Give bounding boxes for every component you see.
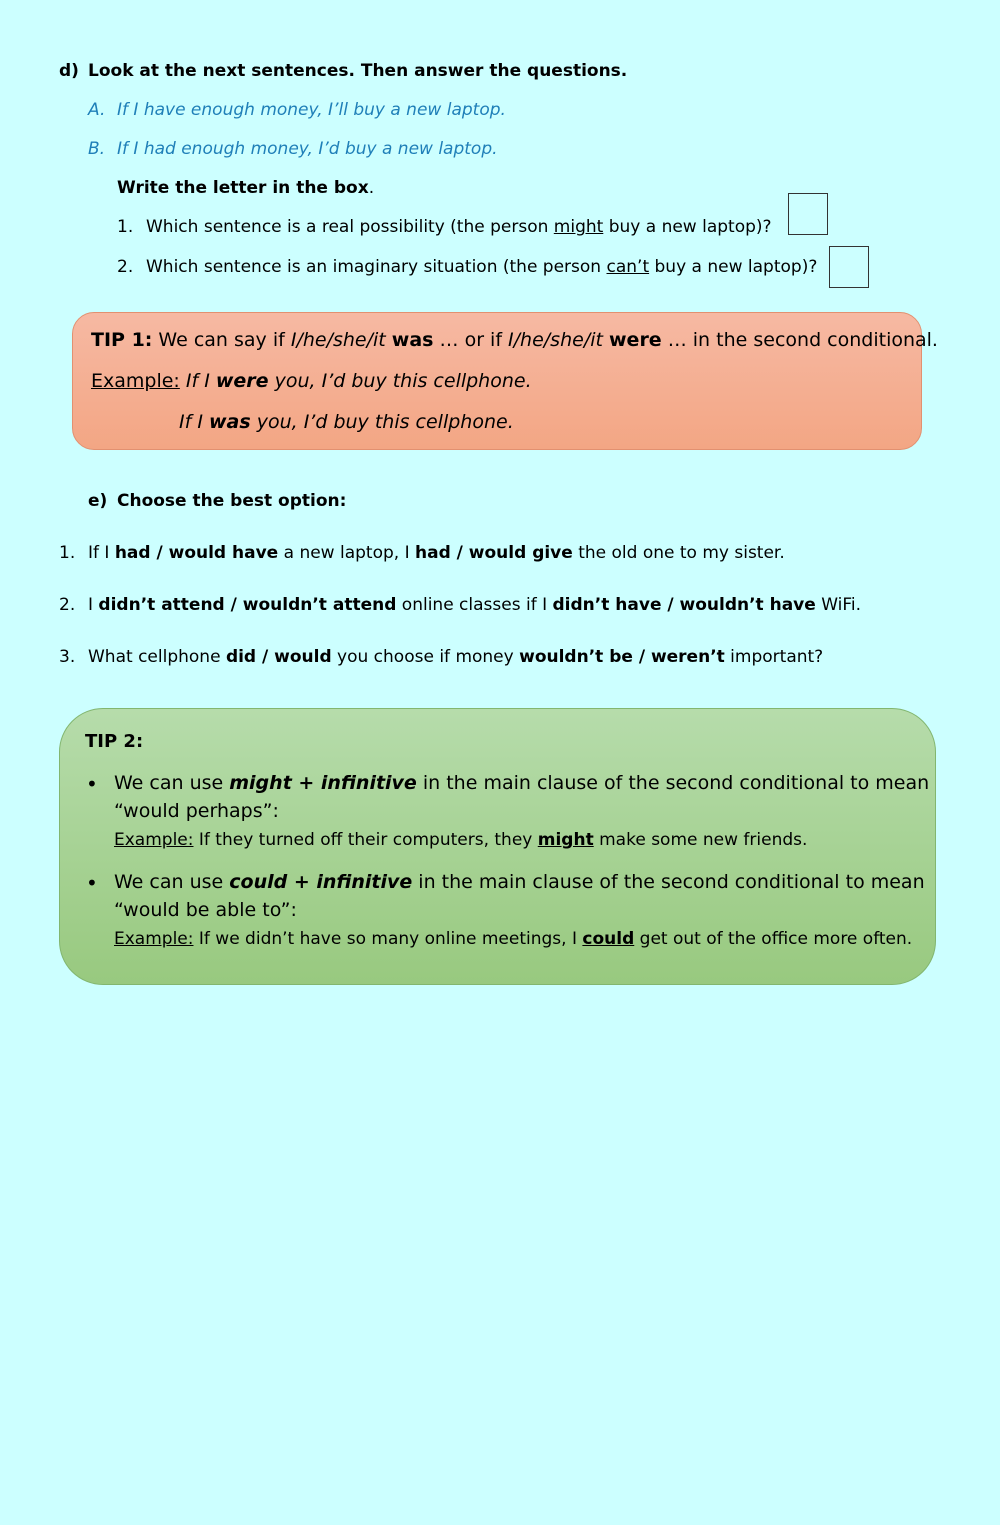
section-e-marker: e) — [88, 491, 108, 511]
tip-2-label: TIP 2: — [85, 731, 144, 752]
section-d-heading: Look at the next sentences. Then answer the questions. — [88, 61, 628, 81]
tip-2-point-2-line-1 — [114, 871, 925, 893]
question-2-before: Which sentence is an imaginary situation (the person — [146, 257, 607, 277]
tip-1-rule — [91, 329, 938, 351]
tip-2-point-2-a: We can use — [114, 871, 230, 893]
tip-2-point-2-c: in the main clause of the second conditional to mean — [412, 871, 925, 893]
exercise-3 — [88, 647, 823, 667]
tip-2-point-2-e3: get out of the office more often. — [634, 929, 913, 949]
exercise-2 — [88, 595, 861, 615]
exercise-2-p1: I — [88, 595, 99, 615]
tip-2-point-2-e2: could — [582, 929, 635, 949]
tip-2-example-label-1: Example: — [114, 830, 194, 850]
tip-2-point-1-c: in the main clause of the second conditional to mean — [416, 772, 930, 794]
tip-2-point-1-line-2: “would perhaps”: — [114, 800, 279, 822]
exercise-2-number: 2. — [59, 595, 76, 615]
exercise-2-p2: online classes if I — [396, 595, 553, 615]
question-1-after: buy a new laptop)? — [603, 217, 772, 237]
exercise-3-p1: What cellphone — [88, 647, 226, 667]
tip-2-point-1-a: We can use — [114, 772, 230, 794]
exercise-3-p3: important? — [724, 647, 824, 667]
sentence-b-text: If I had enough money, I’d buy a new laptop. — [117, 139, 498, 159]
exercise-1-option-1[interactable]: had / would have — [114, 543, 279, 563]
tip-2-point-1-b: might + infinitive — [229, 772, 417, 794]
section-e-heading: Choose the best option: — [117, 491, 347, 511]
tip-1-ex2-b: was — [208, 411, 251, 433]
question-2-text — [146, 257, 817, 277]
exercise-1-p3: the old one to my sister. — [572, 543, 785, 563]
tip-1-label: TIP 1: — [91, 329, 153, 351]
sentence-b-letter: B. — [88, 139, 106, 159]
exercise-1-option-2[interactable]: had / would give — [415, 543, 573, 563]
exercise-1 — [88, 543, 785, 563]
instruction-end: . — [368, 178, 375, 198]
tip-1-example-label: Example: — [91, 370, 180, 392]
tip-1-t6: I/he/she/it — [508, 329, 603, 351]
tip-1-t8: were — [609, 329, 662, 351]
tip-2-point-1-line-1 — [114, 772, 929, 794]
question-1-underlined: might — [553, 217, 604, 237]
exercise-3-p2: you choose if money — [331, 647, 520, 667]
exercise-1-number: 1. — [59, 543, 76, 563]
tip-2-point-2-line-2: “would be able to”: — [114, 899, 297, 921]
bullet-2: • — [86, 871, 98, 895]
answer-box-1[interactable] — [788, 193, 828, 235]
instruction-bold: Write the letter in the box — [117, 178, 369, 198]
exercise-1-p1: If I — [88, 543, 115, 563]
tip-1-ex2-a: If I — [179, 411, 209, 433]
tip-1-example-2 — [179, 411, 514, 433]
exercise-3-number: 3. — [59, 647, 76, 667]
tip-2-point-2-b: could + infinitive — [229, 871, 413, 893]
tip-1-ex1-a: If I — [179, 370, 216, 392]
question-1-text — [146, 217, 772, 237]
sentence-a-text: If I have enough money, I’ll buy a new laptop. — [117, 100, 506, 120]
exercise-3-option-1[interactable]: did / would — [225, 647, 332, 667]
tip-1-t4: was — [391, 329, 434, 351]
bullet-1: • — [86, 772, 98, 796]
tip-2-example-label-2: Example: — [114, 929, 194, 949]
exercise-2-option-2[interactable]: didn’t have / wouldn’t have — [552, 595, 816, 615]
exercise-2-option-1[interactable]: didn’t attend / wouldn’t attend — [98, 595, 397, 615]
tip-1-ex2-c: you, I’d buy this cellphone. — [250, 411, 514, 433]
tip-1-t9: … in the second conditional. — [661, 329, 938, 351]
answer-box-2[interactable] — [829, 246, 869, 288]
question-1-before: Which sentence is a real possibility (the person — [146, 217, 554, 237]
tip-1-ex1-b: were — [215, 370, 269, 392]
tip-2-point-2-e1: If we didn’t have so many online meetings, I — [193, 929, 583, 949]
tip-1-t5: … or if — [433, 329, 509, 351]
tip-1-t1: We can say if — [152, 329, 291, 351]
question-2-underlined: can’t — [606, 257, 650, 277]
instruction — [117, 178, 374, 198]
question-2-after: buy a new laptop)? — [649, 257, 818, 277]
tip-2-point-1-e3: make some new friends. — [593, 830, 808, 850]
question-1-number: 1. — [117, 217, 134, 237]
tip-2-point-1-example — [114, 830, 807, 850]
tip-1-t2: I/he/she/it — [290, 329, 386, 351]
tip-2-point-2-example — [114, 929, 912, 949]
exercise-3-option-2[interactable]: wouldn’t be / weren’t — [519, 647, 725, 667]
exercise-1-p2: a new laptop, I — [278, 543, 415, 563]
section-d-marker: d) — [59, 61, 79, 81]
tip-2-point-1-e1: If they turned off their computers, they — [193, 830, 538, 850]
tip-1-ex1-c: you, I’d buy this cellphone. — [268, 370, 532, 392]
question-2-number: 2. — [117, 257, 134, 277]
exercise-2-p3: WiFi. — [815, 595, 862, 615]
sentence-a-letter: A. — [88, 100, 106, 120]
tip-1-example-1 — [91, 370, 532, 392]
tip-2-point-1-e2: might — [537, 830, 594, 850]
